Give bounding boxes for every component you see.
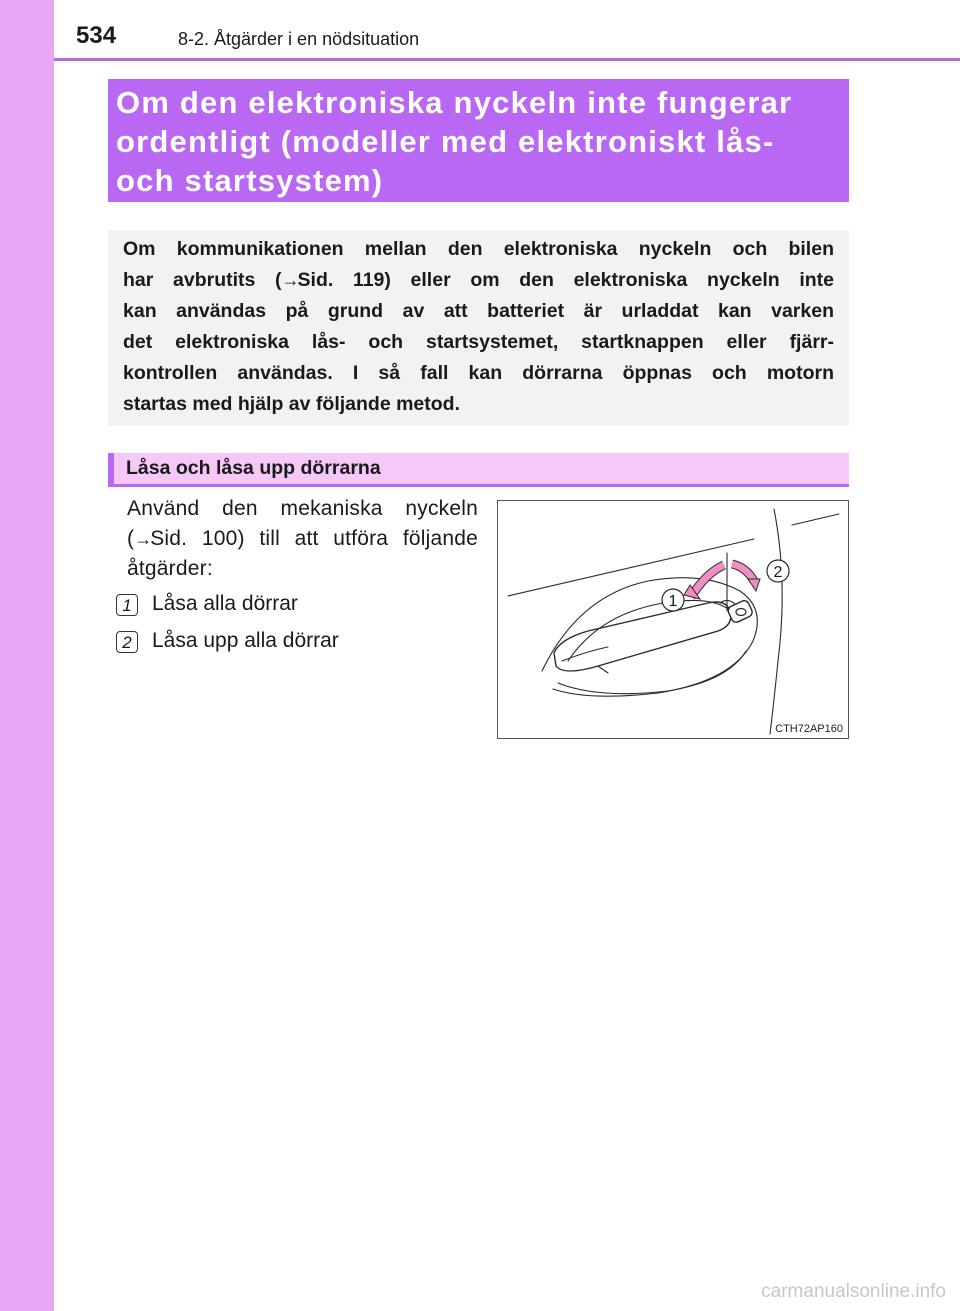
step-text: Låsa alla dörrar [152, 592, 298, 615]
callout-1-label: 1 [668, 593, 678, 610]
section-title-line-1: Om den elektroniska nyckeln inte fungerar [116, 85, 793, 120]
header-rule [54, 58, 960, 61]
door-handle [554, 602, 731, 671]
section-title-line-3: och startsystem) [116, 163, 384, 198]
intro-line-4: det elektroniska lås- och startsystemet, startknappen eller fjärr- [123, 331, 834, 353]
window-edge-line [792, 514, 839, 525]
door-handle-figure [497, 500, 849, 739]
page-ref-arrow-icon: → [281, 270, 298, 290]
section-title-box [108, 79, 849, 202]
intro-line-6: startas med hjälp av följande metod. [123, 393, 461, 415]
step-number-badge: 2 [116, 631, 138, 653]
intro-line-3: kan användas på grund av att batteriet är urladdat kan varken [123, 300, 834, 322]
body-line-2-pre: ( [127, 527, 135, 550]
section-title-line-2: ordentligt (modeller med elektroniskt lås- [116, 124, 775, 159]
handle-recess-shadow [558, 651, 746, 694]
door-handle-illustration [498, 501, 850, 740]
handle-edge [598, 666, 608, 673]
step-text: Låsa upp alla dörrar [152, 629, 339, 652]
body-line-1: Använd den mekaniska nyckeln [127, 497, 478, 520]
body-line-2 [127, 524, 478, 554]
intro-line-2-pre: har avbrutits ( [123, 269, 282, 291]
subheading: Låsa och låsa upp dörrarna [108, 453, 849, 487]
intro-line-2 [123, 265, 834, 296]
page-ref-arrow-icon: → [134, 529, 151, 549]
unlock-arrow-icon [732, 564, 760, 591]
intro-line-2-post: Sid. 119) eller om den elektroniska nyckeln inte [297, 269, 834, 291]
handle-highlight [562, 647, 608, 661]
side-color-strip [0, 0, 54, 1311]
intro-line-5: kontrollen användas. I så fall kan dörrarna öppnas och motorn [123, 362, 834, 384]
step-number-badge: 1 [116, 594, 138, 616]
intro-line-1: Om kommunikationen mellan den elektroniska nyckeln och bilen [123, 238, 834, 260]
handle-recess-outer [542, 578, 757, 697]
intro-box [108, 230, 849, 426]
body-line-2-post: Sid. 100) till att utföra följande [150, 527, 478, 550]
body-text [127, 494, 478, 584]
door-gap-line [770, 509, 782, 734]
page-number: 534 [76, 22, 117, 49]
section-breadcrumb: 8-2. Åtgärder i en nödsituation [178, 29, 420, 49]
figure-code: CTH72AP160 [775, 723, 843, 735]
watermark: carmanualsonline.info [761, 1281, 946, 1302]
body-line-3: åtgärder: [127, 557, 213, 580]
callout-2-label: 2 [773, 564, 783, 581]
